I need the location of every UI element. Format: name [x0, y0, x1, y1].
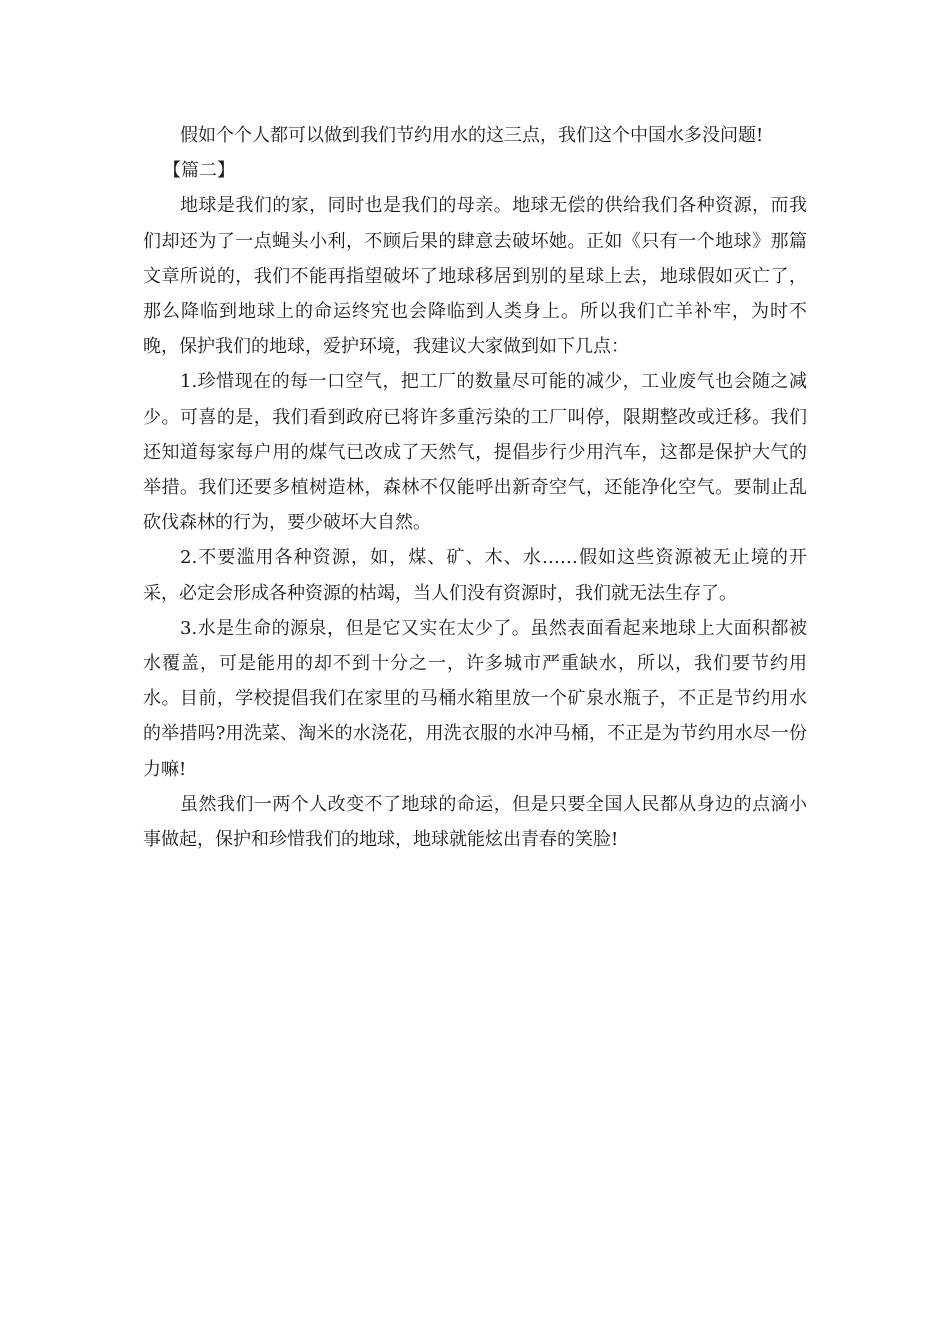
point-three-paragraph: 3.水是生命的源泉，但是它又实在太少了。虽然表面看起来地球上大面积都被水覆盖，可是能用的却不到十分之一，许多城市严重缺水，所以，我们要节约用水。目前，学校提倡我们在家里的马桶水箱里放一个矿泉水瓶子，不正是节约用水的举措吗?用洗菜、淘米的水浇花，用洗衣服的水冲马桶，不正是为节约用水尽一份力嘛!: [143, 617, 807, 780]
closing-line-previous-section: 假如个个人都可以做到我们节约用水的这三点，我们这个中国水多没问题!: [180, 125, 764, 146]
intro-paragraph: 地球是我们的家，同时也是我们的母亲。地球无偿的供给我们各种资源，而我们却还为了一点蝇头小利，不顾后果的肆意去破坏她。正如《只有一个地球》那篇文章所说的，我们不能再指望破坏了地球移居到别的星球上去，地球假如灭亡了，那么降临到地球上的命运终究也会降临到人类身上。所以我们亡羊补牢，为时不晚，保护我们的地球，爱护环境，我建议大家做到如下几点：: [143, 195, 807, 358]
point-one-paragraph: 1.珍惜现在的每一口空气，把工厂的数量尽可能的减少，工业废气也会随之减少。可喜的是，我们看到政府已将许多重污染的工厂叫停，限期整改或迁移。我们还知道每家每户用的煤气已改成了天然气，提倡步行少用汽车，这都是保护大气的举措。我们还要多植树造林，森林不仅能呼出新奇空气，还能净化空气。要制止乱砍伐森林的行为，要少破坏大自然。: [143, 371, 807, 534]
document-body: [143, 118, 807, 857]
point-two-paragraph: 2.不要滥用各种资源，如，煤、矿、木、水……假如这些资源被无止境的开采，必定会形成各种资源的枯竭，当人们没有资源时，我们就无法生存了。: [143, 547, 807, 604]
section-heading: 【篇二】: [163, 160, 235, 182]
conclusion-paragraph: 虽然我们一两个人改变不了地球的命运，但是只要全国人民都从身边的点滴小事做起，保护和珍惜我们的地球，地球就能炫出青春的笑脸!: [143, 793, 807, 851]
